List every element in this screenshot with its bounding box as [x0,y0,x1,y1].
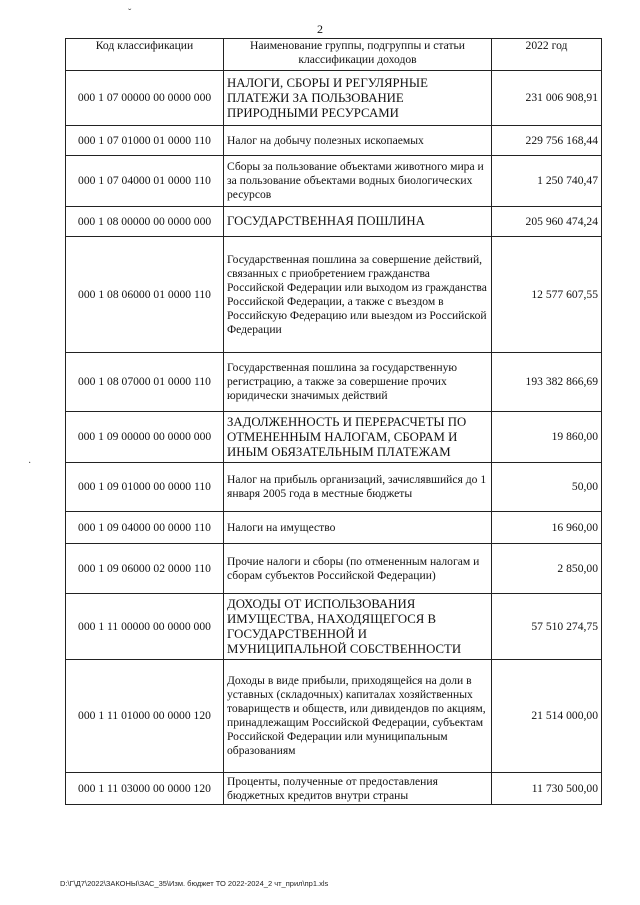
file-path-footer: D:\Г\Д7\2022\ЗАКОНЫ\ЗАС_35\Изм. бюджет ТО 2022-2024_2 чт_прил\пр1.xls [60,879,329,888]
row-name: Государственная пошлина за государственную регистрацию, а также за совершение прочих юридически значимых действий [224,353,492,412]
row-amount: 16 960,00 [492,512,602,544]
row-amount: 19 860,00 [492,412,602,463]
row-name: ГОСУДАРСТВЕННАЯ ПОШЛИНА [224,207,492,237]
header-name: Наименование группы, подгруппы и статьи классификации доходов [224,39,492,71]
row-name: Государственная пошлина за совершение действий, связанных с приобретением гражданства Российской Федерации или выходом из гражданства Российской Федерации, а также с въездом в Российскую Федерацию или выездом из Российской Федерации [224,237,492,353]
table-row [66,126,602,156]
row-code: 000 1 09 01000 00 0000 110 [66,463,224,512]
row-name: Сборы за пользование объектами животного мира и за пользование объектами водных биологических ресурсов [224,156,492,207]
table-row [66,594,602,660]
table-row [66,512,602,544]
row-amount: 11 730 500,00 [492,773,602,805]
row-code: 000 1 11 00000 00 0000 000 [66,594,224,660]
row-amount: 21 514 000,00 [492,660,602,773]
page-number: 2 [317,22,323,36]
row-code: 000 1 11 03000 00 0000 120 [66,773,224,805]
table-row [66,71,602,126]
row-amount: 193 382 866,69 [492,353,602,412]
row-name: ЗАДОЛЖЕННОСТЬ И ПЕРЕРАСЧЕТЫ ПО ОТМЕНЕННЫМ НАЛОГАМ, СБОРАМ И ИНЫМ ОБЯЗАТЕЛЬНЫМ ПЛАТЕЖАМ [224,412,492,463]
row-code: 000 1 09 00000 00 0000 000 [66,412,224,463]
row-name: ДОХОДЫ ОТ ИСПОЛЬЗОВАНИЯ ИМУЩЕСТВА, НАХОДЯЩЕГОСЯ В ГОСУДАРСТВЕННОЙ И МУНИЦИПАЛЬНОЙ СОБСТВЕННОСТИ [224,594,492,660]
row-name: Налог на прибыль организаций, зачислявшийся до 1 января 2005 года в местные бюджеты [224,463,492,512]
scan-mark-top: ˇ [128,8,132,19]
scan-mark-left: · [28,458,32,469]
row-name: Доходы в виде прибыли, приходящейся на доли в уставных (складочных) капиталах хозяйственных товариществ и обществ, или дивидендов по акциям, принадлежащим Российской Федерации, субъектам Российской Федерации или муниципальным образованиям [224,660,492,773]
header-year: 2022 год [492,39,602,71]
table-header-row [66,39,602,71]
row-code: 000 1 09 04000 00 0000 110 [66,512,224,544]
row-code: 000 1 07 04000 01 0000 110 [66,156,224,207]
table-row [66,207,602,237]
row-amount: 57 510 274,75 [492,594,602,660]
row-code: 000 1 09 06000 02 0000 110 [66,544,224,594]
row-name: НАЛОГИ, СБОРЫ И РЕГУЛЯРНЫЕ ПЛАТЕЖИ ЗА ПОЛЬЗОВАНИЕ ПРИРОДНЫМИ РЕСУРСАМИ [224,71,492,126]
row-code: 000 1 08 07000 01 0000 110 [66,353,224,412]
row-code: 000 1 07 00000 00 0000 000 [66,71,224,126]
table-row [66,773,602,805]
row-name: Налоги на имущество [224,512,492,544]
row-name: Проценты, полученные от предоставления бюджетных кредитов внутри страны [224,773,492,805]
table-row [66,237,602,353]
table-row [66,412,602,463]
row-amount: 50,00 [492,463,602,512]
row-code: 000 1 08 00000 00 0000 000 [66,207,224,237]
row-amount: 205 960 474,24 [492,207,602,237]
table-row [66,353,602,412]
row-code: 000 1 11 01000 00 0000 120 [66,660,224,773]
row-amount: 2 850,00 [492,544,602,594]
row-amount: 12 577 607,55 [492,237,602,353]
row-amount: 231 006 908,91 [492,71,602,126]
table-row [66,463,602,512]
row-code: 000 1 07 01000 01 0000 110 [66,126,224,156]
table-row [66,660,602,773]
header-code: Код классификации [66,39,224,71]
row-amount: 1 250 740,47 [492,156,602,207]
table-row [66,544,602,594]
row-amount: 229 756 168,44 [492,126,602,156]
row-name: Налог на добычу полезных ископаемых [224,126,492,156]
row-name: Прочие налоги и сборы (по отмененным налогам и сборам субъектов Российской Федерации) [224,544,492,594]
revenue-classification-table [65,38,602,805]
row-code: 000 1 08 06000 01 0000 110 [66,237,224,353]
table-row [66,156,602,207]
